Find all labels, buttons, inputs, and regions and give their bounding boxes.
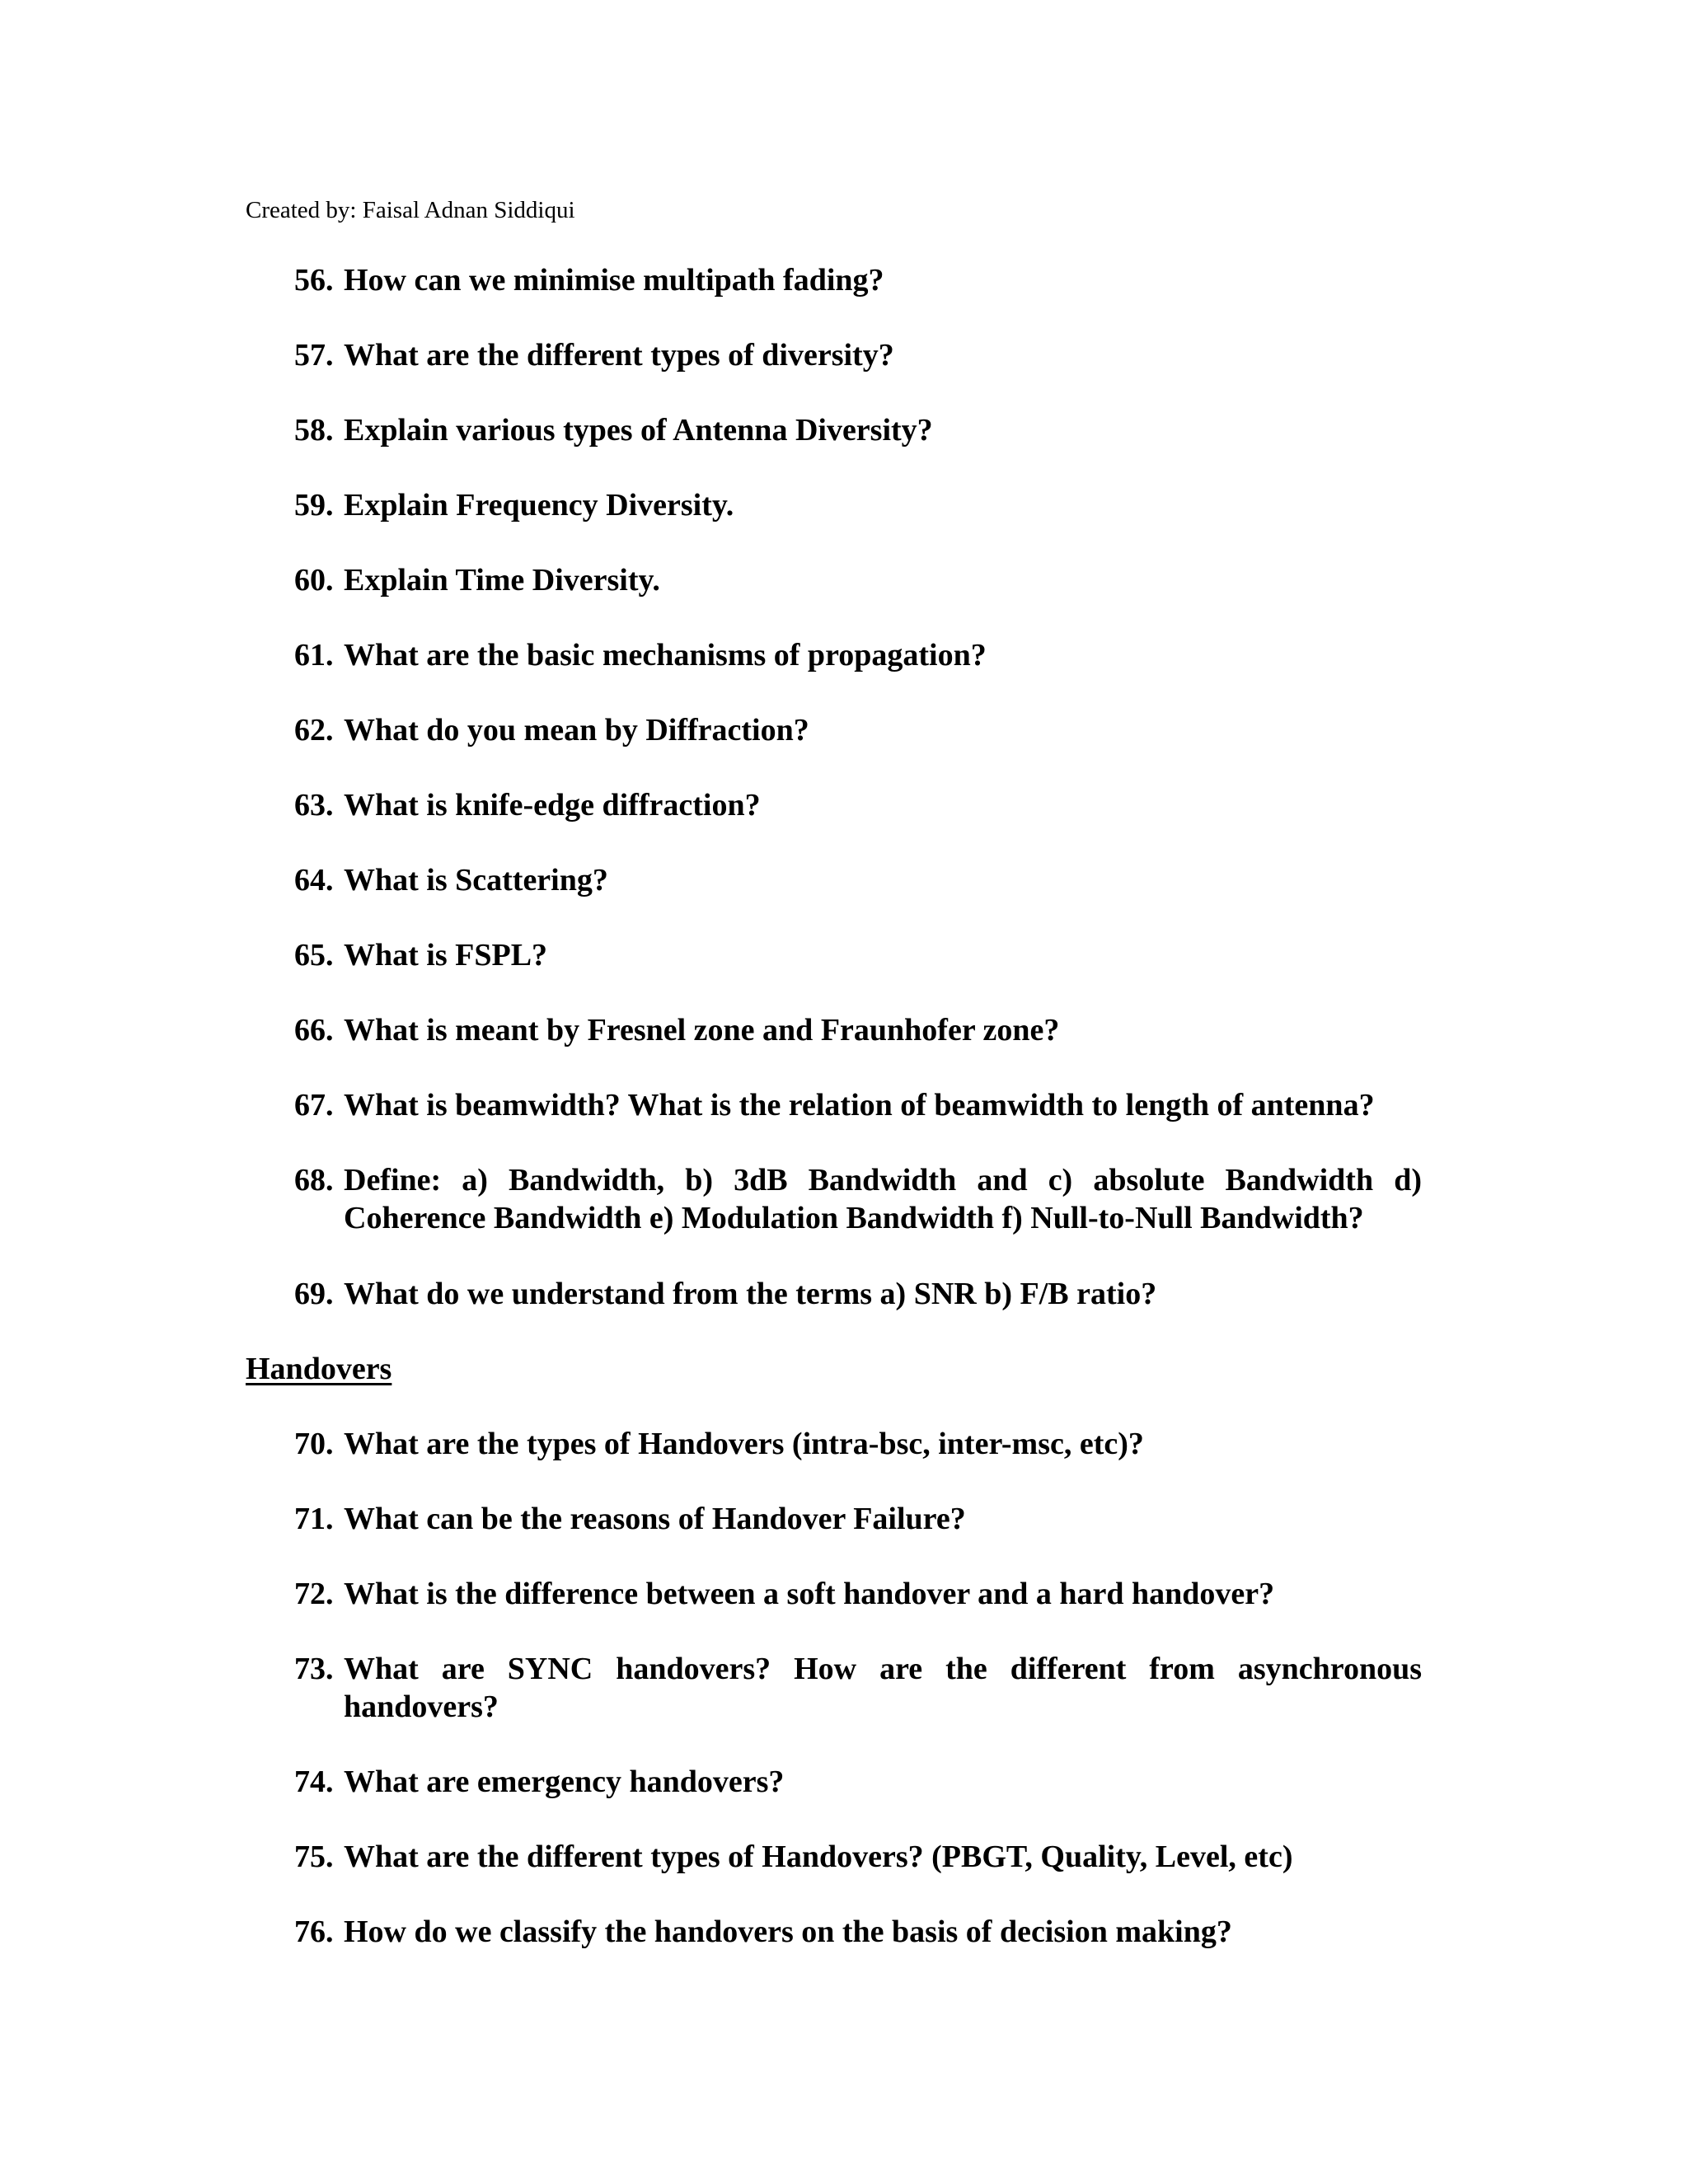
question-item [294,1425,1422,1463]
document-header: Created by: Faisal Adnan Siddiqui [246,197,575,223]
question-item [294,1500,1422,1538]
question-number: 76. [294,1915,334,1949]
question-text: How do we classify the handovers on the basis of decision making? [344,1915,1232,1949]
section-heading-handovers: Handovers [246,1352,392,1386]
question-item [294,636,1422,674]
question-number: 56. [294,263,334,298]
question-text: What are the different types of Handovers? (PBGT, Quality, Level, etc) [344,1840,1293,1874]
question-item [294,711,1422,749]
question-text: What is FSPL? [344,938,548,972]
question-number: 68. [294,1163,334,1197]
question-number: 74. [294,1765,334,1799]
question-number: 60. [294,563,334,598]
question-text: Explain Time Diversity. [344,563,660,598]
question-number: 64. [294,863,334,898]
question-item [294,1650,1422,1726]
question-text: How can we minimise multipath fading? [344,263,884,298]
question-item [294,861,1422,899]
question-number: 61. [294,638,334,673]
question-item [294,1011,1422,1049]
question-number: 65. [294,938,334,972]
question-text: What is knife-edge diffraction? [344,788,761,823]
question-text: What is meant by Fresnel zone and Fraunhofer zone? [344,1013,1060,1047]
question-number: 75. [294,1840,334,1874]
question-text: What do you mean by Diffraction? [344,713,809,748]
question-text: What are the different types of diversity? [344,338,894,373]
question-number: 57. [294,338,334,373]
question-text: What is beamwidth? What is the relation of beamwidth to length of antenna? [344,1088,1375,1122]
question-number: 63. [294,788,334,823]
question-number: 70. [294,1427,334,1461]
question-number: 59. [294,488,334,523]
question-text: Explain Frequency Diversity. [344,488,734,523]
question-number: 67. [294,1088,334,1122]
question-item [294,1086,1422,1124]
question-item [294,486,1422,524]
question-item [294,1275,1422,1313]
question-item [294,336,1422,374]
question-item [294,786,1422,824]
question-item [294,411,1422,449]
question-text: Define: a) Bandwidth, b) 3dB Bandwidth and c) absolute Bandwidth d) Coherence Bandwidth e) Modulation Bandwidth f) Null-to-Null Bandwidth? [344,1163,1422,1235]
question-text: What is Scattering? [344,863,608,898]
question-item [294,1838,1422,1876]
question-number: 73. [294,1652,334,1686]
question-item [294,1913,1422,1951]
question-text: What are emergency handovers? [344,1765,785,1799]
question-item [294,1763,1422,1801]
question-number: 72. [294,1577,334,1611]
question-number: 66. [294,1013,334,1047]
question-text: What can be the reasons of Handover Failure? [344,1502,966,1536]
question-item [294,1161,1422,1237]
question-number: 62. [294,713,334,748]
question-text: What are the types of Handovers (intra-bsc, inter-msc, etc)? [344,1427,1144,1461]
question-item [294,261,1422,299]
question-item [294,936,1422,974]
question-text: What do we understand from the terms a) SNR b) F/B ratio? [344,1277,1157,1311]
question-text: Explain various types of Antenna Diversity? [344,413,933,448]
question-text: What are SYNC handovers? How are the different from asynchronous handovers? [344,1652,1422,1724]
question-item [294,1575,1422,1613]
question-number: 69. [294,1277,334,1311]
question-number: 58. [294,413,334,448]
question-text: What are the basic mechanisms of propagation? [344,638,987,673]
question-item [294,561,1422,599]
question-text: What is the difference between a soft handover and a hard handover? [344,1577,1275,1611]
question-number: 71. [294,1502,334,1536]
